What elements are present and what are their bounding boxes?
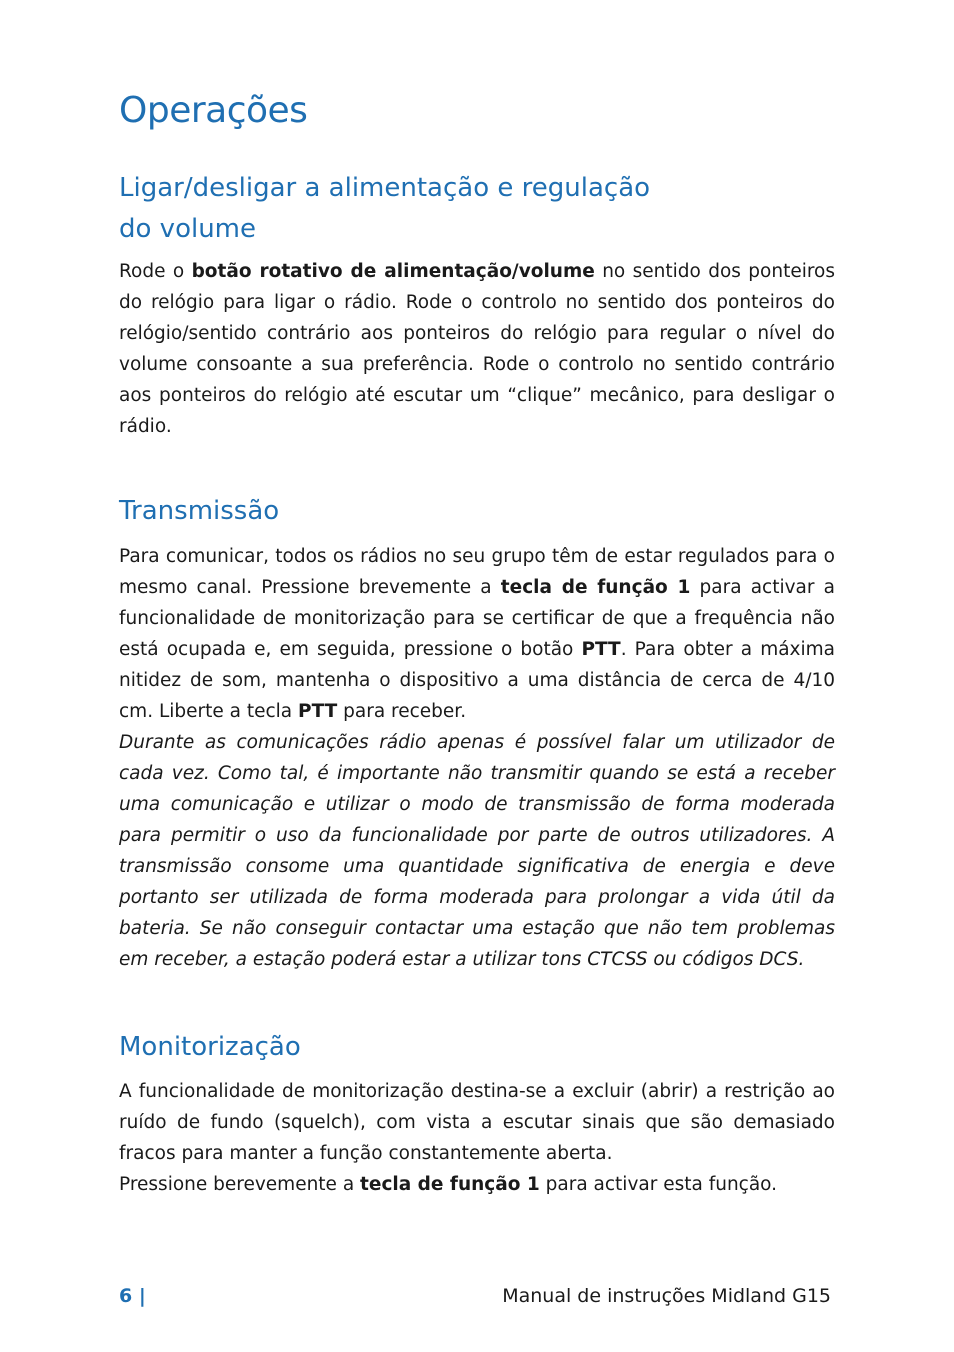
text-run: Para comunicar, todos os rádios no seu grupo têm de estar regulados para o mesmo canal. Pressione brevemente a [119, 546, 835, 598]
text-run: para activar esta função. [539, 1174, 778, 1195]
bold-term-ptt: PTT [298, 701, 338, 722]
text-run: Rode o [119, 261, 192, 282]
text-run: para receber. [337, 701, 467, 722]
section-heading-monitoring: Monitorização [119, 1032, 301, 1062]
transmission-note: Durante as comunicações rádio apenas é possível falar um utilizador de cada vez. Como tal, é importante não transmitir quando se está a receber uma comunicação e utilizar o modo de transmissão de forma moderada para permitir o uso da funcionalidade por parte de outros utilizadores. A transmissão consome uma quantidade significativa de energia e deve portanto ser utilizada de forma moderada para prolongar a vida útil da bateria. Se não conseguir contactar uma estação que não tem problemas em receber, a estação poderá estar a utilizar tons CTCSS ou códigos DCS. [119, 732, 835, 970]
bold-term-power-knob: botão rotativo de alimentação/volume [191, 261, 595, 282]
section-heading-power-volume [119, 168, 650, 250]
page-title: Operações [119, 90, 308, 131]
text-run: para activar a funcionalidade de monitorização para se certificar de que a frequência não está ocupada e, em seguida, pressione o botão [119, 577, 835, 660]
manual-title: Manual de instruções Midland G15 [502, 1285, 831, 1307]
monitoring-instruction [119, 1169, 835, 1200]
section-heading-transmission: Transmissão [119, 496, 280, 526]
monitoring-description: A funcionalidade de monitorização destina-se a excluir (abrir) a restrição ao ruído de fundo (squelch), com vista a escutar sinais que são demasiado fracos para manter a função constantemente aberta. [119, 1081, 835, 1164]
heading-line-1: Ligar/desligar a alimentação e regulação [119, 173, 651, 203]
bold-term-ptt: PTT [581, 639, 621, 660]
power-volume-paragraph [119, 256, 835, 442]
page-number: 6 | [119, 1285, 146, 1307]
transmission-paragraph [119, 541, 835, 975]
text-run: Pressione berevemente a [119, 1174, 361, 1195]
heading-line-2: do volume [119, 214, 256, 244]
bold-term-function-key: tecla de função 1 [360, 1174, 540, 1195]
monitoring-paragraph [119, 1076, 835, 1200]
text-run: . Para obter a máxima nitidez de som, mantenha o dispositivo a uma distância de cerca de 4/10 cm. Liberte a tecla [119, 639, 835, 722]
bold-term-function-key: tecla de função 1 [500, 577, 691, 598]
text-run: no sentido dos ponteiros do relógio para ligar o rádio. Rode o controlo no sentido dos ponteiros do relógio/sentido contrário aos ponteiros do relógio para regular o nível do volume consoante a sua preferência. Rode o controlo no sentido contrário aos ponteiros do relógio até escutar um “clique” mecânico, para desligar o rádio. [119, 261, 836, 437]
